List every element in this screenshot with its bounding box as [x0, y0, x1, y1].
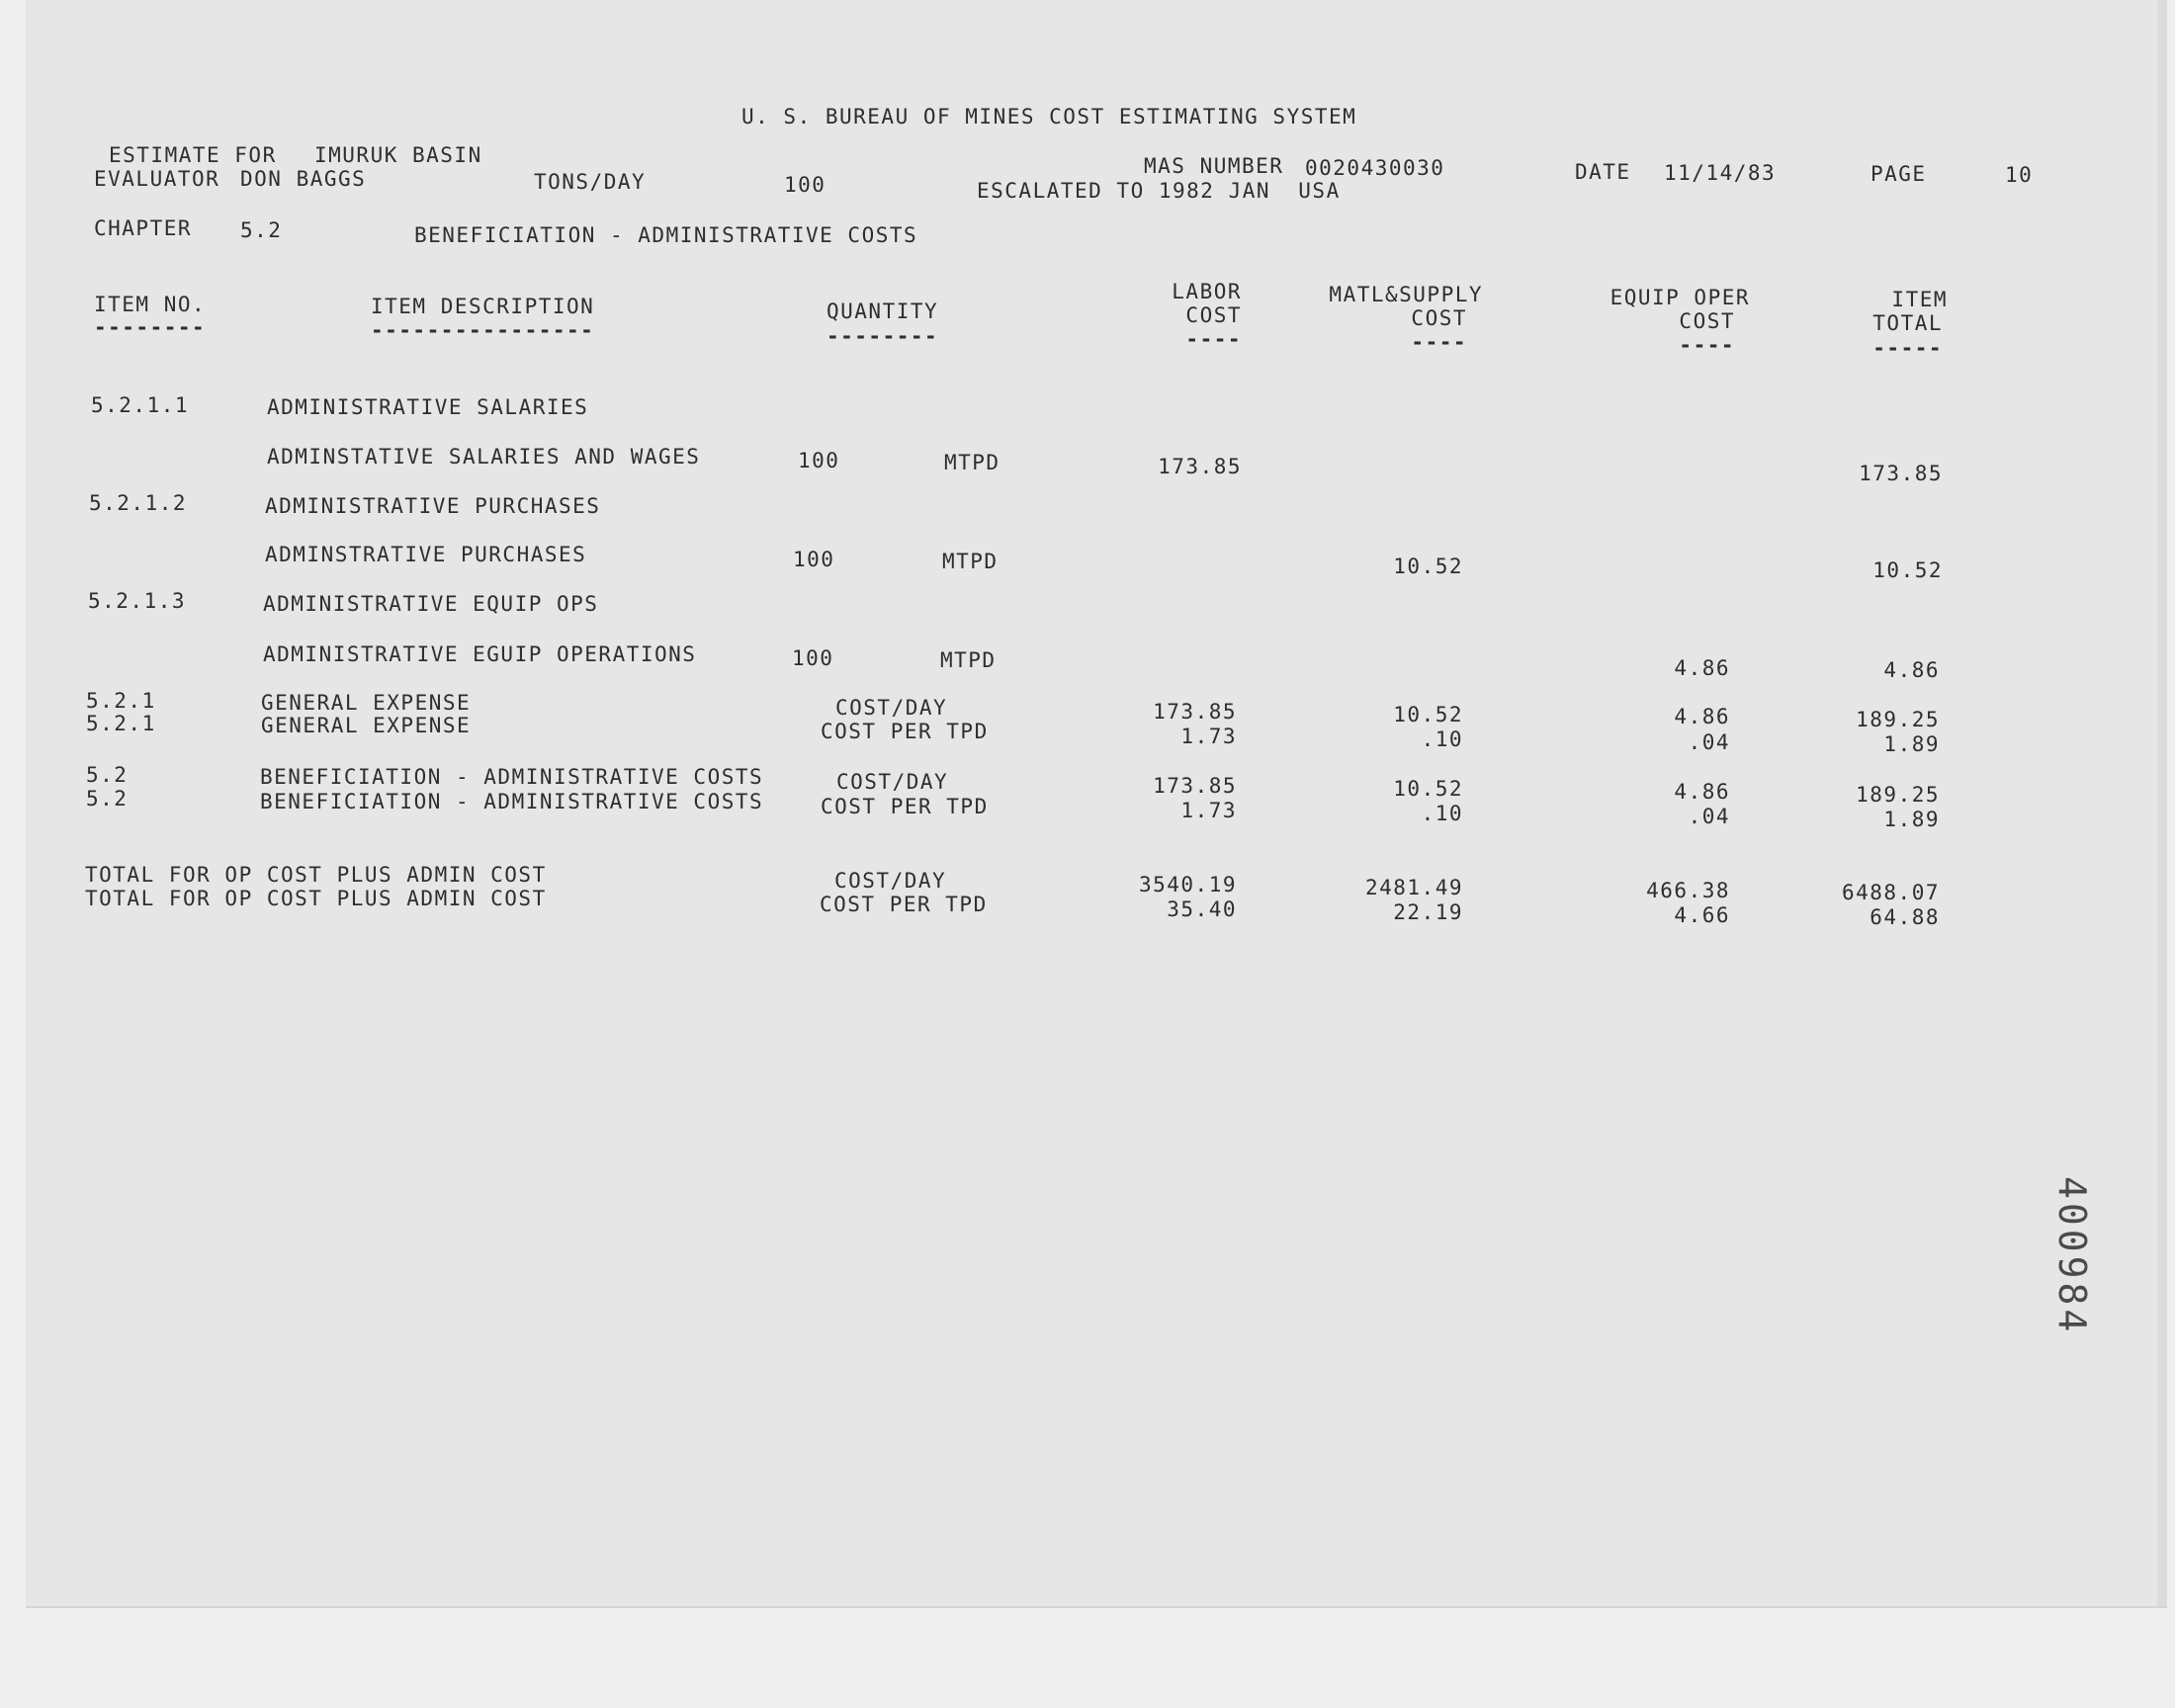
page-label: PAGE	[1870, 162, 1927, 186]
labor-cost: 173.85	[1153, 774, 1237, 798]
mas-number-value: 0020430030	[1305, 156, 1445, 180]
matl-supply-cost: 10.52	[1393, 555, 1463, 578]
cost-basis: COST PER TPD	[821, 795, 989, 818]
col-underline-quantity: --------	[826, 324, 939, 348]
col-header-equip-1: EQUIP OPER	[1610, 286, 1750, 309]
equip-oper-cost: 4.66	[1674, 903, 1730, 927]
escalation-note: ESCALATED TO 1982 JAN USA	[977, 179, 1341, 203]
item-description: ADMINSTRATIVE PURCHASES	[265, 543, 587, 566]
equip-oper-cost: 4.86	[1674, 656, 1730, 680]
item-number: 5.2.1	[86, 689, 156, 713]
item-total: 189.25	[1856, 783, 1940, 807]
col-underline-total: -----	[1872, 336, 1943, 360]
chapter-title: BENEFICIATION - ADMINISTRATIVE COSTS	[414, 223, 918, 247]
item-number: 5.2.1.2	[89, 491, 188, 515]
labor-cost: 1.73	[1180, 725, 1237, 748]
col-header-matl-1: MATL&SUPPLY	[1329, 283, 1483, 306]
item-total: 10.52	[1872, 558, 1943, 582]
cost-basis: COST PER TPD	[820, 893, 988, 916]
col-header-total-2: TOTAL	[1872, 311, 1943, 335]
cost-basis: COST/DAY	[836, 770, 949, 794]
chapter-number: 5.2	[240, 218, 283, 242]
tons-per-day-label: TONS/DAY	[534, 170, 647, 194]
col-header-quantity: QUANTITY	[826, 299, 939, 323]
labor-cost: 35.40	[1167, 897, 1237, 921]
chapter-label: CHAPTER	[94, 216, 193, 240]
item-number: 5.2.1.3	[88, 589, 187, 613]
item-total: 64.88	[1870, 905, 1940, 929]
col-header-labor-2: COST	[1185, 303, 1242, 327]
col-header-total-1: ITEM	[1891, 288, 1948, 311]
item-number: 5.2.1.1	[91, 393, 190, 417]
item-total: 1.89	[1883, 732, 1940, 756]
date-value: 11/14/83	[1664, 161, 1777, 185]
labor-cost: 1.73	[1180, 799, 1237, 822]
item-number: 5.2	[86, 787, 129, 811]
item-description: ADMINISTRATIVE EGUIP OPERATIONS	[263, 642, 697, 666]
col-header-description: ITEM DESCRIPTION	[371, 295, 595, 318]
quantity-value: 100	[792, 646, 834, 670]
col-underline-labor: ----	[1185, 327, 1242, 351]
page-number: 10	[2005, 163, 2034, 187]
item-number: 5.2	[86, 763, 129, 787]
quantity-value: 100	[793, 548, 835, 571]
labor-cost: 173.85	[1153, 700, 1237, 724]
quantity-unit: MTPD	[944, 451, 1000, 474]
cost-basis: COST PER TPD	[821, 720, 989, 743]
estimate-for-label: ESTIMATE FOR	[109, 143, 277, 167]
evaluator-label: EVALUATOR	[94, 167, 220, 191]
cost-basis: COST/DAY	[834, 869, 947, 893]
item-number: 5.2.1	[86, 712, 156, 735]
item-description: BENEFICIATION - ADMINISTRATIVE COSTS	[260, 790, 764, 813]
estimate-for-value: IMURUK BASIN	[314, 143, 482, 167]
system-title: U. S. BUREAU OF MINES COST ESTIMATING SYSTEM	[741, 105, 1357, 128]
mas-number-label: MAS NUMBER	[1144, 154, 1284, 178]
col-underline-equip: ----	[1679, 333, 1735, 357]
date-label: DATE	[1575, 160, 1631, 184]
col-header-matl-2: COST	[1411, 306, 1467, 330]
matl-supply-cost: .10	[1421, 802, 1463, 825]
equip-oper-cost: 4.86	[1674, 780, 1730, 804]
col-header-item-no: ITEM NO.	[94, 293, 207, 316]
quantity-unit: MTPD	[942, 550, 999, 573]
cost-basis: COST/DAY	[835, 696, 948, 720]
quantity-value: 100	[798, 449, 840, 472]
matl-supply-cost: 10.52	[1393, 777, 1463, 801]
matl-supply-cost: 10.52	[1393, 703, 1463, 726]
item-description: BENEFICIATION - ADMINISTRATIVE COSTS	[260, 765, 764, 789]
item-total: 4.86	[1883, 658, 1940, 682]
equip-oper-cost: .04	[1688, 805, 1730, 828]
item-description: ADMINISTRATIVE SALARIES	[267, 395, 589, 419]
document-stamp-number: 400984	[2050, 1176, 2094, 1336]
item-description: ADMINSTATIVE SALARIES AND WAGES	[267, 445, 701, 469]
labor-cost: 173.85	[1158, 455, 1242, 478]
col-underline-item-no: --------	[94, 315, 207, 339]
sheet-edge	[2157, 0, 2167, 1606]
item-total: 189.25	[1856, 708, 1940, 731]
item-description: GENERAL EXPENSE	[261, 714, 472, 737]
col-header-equip-2: COST	[1679, 309, 1735, 333]
item-total: 6488.07	[1841, 881, 1940, 904]
quantity-unit: MTPD	[940, 648, 997, 672]
item-description: ADMINISTRATIVE PURCHASES	[265, 494, 601, 518]
col-underline-matl: ----	[1411, 330, 1467, 354]
matl-supply-cost: .10	[1421, 727, 1463, 751]
equip-oper-cost: .04	[1688, 730, 1730, 754]
tons-per-day-value: 100	[784, 173, 826, 197]
matl-supply-cost: 2481.49	[1364, 876, 1463, 899]
col-underline-description: ----------------	[371, 318, 595, 342]
item-description: ADMINISTRATIVE EQUIP OPS	[263, 592, 599, 616]
grand-total-description: TOTAL FOR OP COST PLUS ADMIN COST	[85, 887, 547, 910]
item-total: 1.89	[1883, 808, 1940, 831]
labor-cost: 3540.19	[1138, 873, 1237, 897]
grand-total-description: TOTAL FOR OP COST PLUS ADMIN COST	[85, 863, 547, 887]
equip-oper-cost: 4.86	[1674, 705, 1730, 728]
item-description: GENERAL EXPENSE	[261, 691, 472, 715]
item-total: 173.85	[1859, 462, 1943, 485]
matl-supply-cost: 22.19	[1393, 900, 1463, 924]
col-header-labor-1: LABOR	[1172, 280, 1242, 303]
evaluator-value: DON BAGGS	[240, 167, 367, 191]
equip-oper-cost: 466.38	[1646, 879, 1730, 902]
